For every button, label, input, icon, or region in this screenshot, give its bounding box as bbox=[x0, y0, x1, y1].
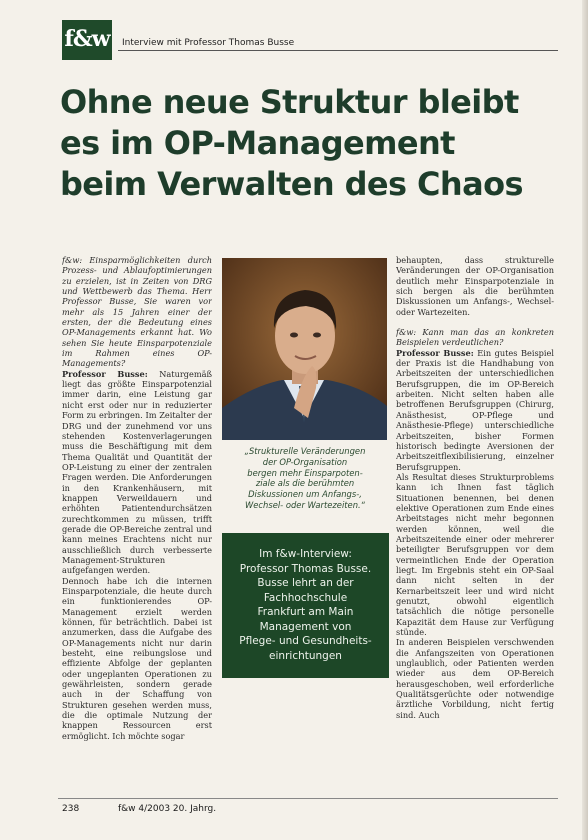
answer-text: Naturgemäß liegt das größte Einsparpotenzial immer darin, eine Leistung gar nicht erst oder nur in reduzierter Form zu erbringen. Im Zeitalter der DRG und der zunehmend vor uns stehenden Kostenverlagerungen muss die Beschäftigung mit dem Thema Qualität und Quantität der OP-Leistung zu einer der zentralen Fragen werden. Die Anforderungen in den Krankenhäusern, mit knappen Verweildauern und erhöhten Patientendurchsätzen zurechtkommen zu müssen, trifft gerade die OP-Bereiche zentral und kann meines Erachtens nicht nur ausschließlich durch verbesserte Management-Strukturen aufgefangen werden. bbox=[62, 368, 212, 576]
article-title bbox=[60, 82, 560, 205]
info-line: Frankfurt am Main bbox=[257, 606, 354, 618]
portrait-photo bbox=[222, 258, 387, 440]
quote-line: Wechsel- oder Wartezeiten.“ bbox=[244, 499, 366, 510]
quote-line: der OP-Organisation bbox=[262, 456, 348, 467]
answer-text: Als Resultat dieses Strukturproblems kann ich Ihnen fast täglich Situationen benennen, bei denen elektive Operationen zum Ende eines Arbeitstages nicht mehr begonnen werden können, weil die Arbeitszeitende einer oder mehrerer beteiligter Berufsgruppen vor dem vermeintlichen Ende der Operation liegt. Im Ergebnis steht ein OP-Saal dann nicht selten in der Kernarbeitszeit leer und wird nicht genutzt, obwohl eigentlich tatsächlich die nötige personelle Kapazität dem Hause zur Verfügung stünde. bbox=[396, 471, 554, 638]
info-line: Pflege- und Gesundheits- bbox=[239, 635, 372, 647]
scan-edge bbox=[582, 0, 588, 840]
title-line: beim Verwalten des Chaos bbox=[60, 165, 523, 203]
title-line: es im OP-Management bbox=[60, 124, 455, 162]
info-line: Professor Thomas Busse. bbox=[239, 562, 372, 575]
column-right bbox=[396, 255, 554, 783]
quote-line: bergen mehr Einsparpoten- bbox=[247, 467, 363, 478]
pull-quote bbox=[226, 446, 384, 511]
quote-line: Diskussionen um Anfangs-, bbox=[248, 489, 362, 500]
footer-rule bbox=[58, 798, 558, 799]
header-rule bbox=[118, 50, 558, 51]
paragraph-gap bbox=[396, 317, 554, 327]
speaker-label: Professor Busse: bbox=[396, 347, 474, 358]
info-box bbox=[222, 533, 389, 678]
answer-text: Dennoch habe ich die internen Einsparpotenziale, die heute durch ein funktionierendes OP-Management erzielt werden können, für beträchtlich. Dabei ist anzumerken, dass die Aufgabe des OP-Managements nicht nur darin besteht, eine reibungslose und effiziente Abfolge der geplanten oder ungeplanten Operationen zu gewährleisten, sondern gerade auch in der Schaffung von Strukturen gesehen werden muss, die die optimale Nutzung der knappen Ressourcen erst ermöglicht. Ich möchte sogar bbox=[62, 575, 212, 741]
interview-question: f&w: Einsparmöglichkeiten durch Prozess- und Ablaufoptimierungen zu erzielen, ist in Zeiten von DRG und Wettbewerb das Thema. Herr Professor Busse, Sie waren vor mehr als 15 Jahren einer der ersten, der die Bedeutung eines OP-Managements erkannt hat. Wo sehen Sie heute Einsparpotenziale im Rahmen eines OP-Managements? bbox=[62, 255, 212, 369]
magazine-logo: f&w bbox=[62, 20, 112, 60]
answer-text: In anderen Beispielen verschwenden die Anfangszeiten von Operationen unglaublich, oder Patienten werden wieder aus dem OP-Bereich herausgeschoben, weil erforderliche Qualitätsgerüchte oder notwendige ärztliche Vorbildung, nicht fertig sind. Auch bbox=[396, 637, 554, 720]
footer-issue: f&w 4/2003 20. Jahrg. bbox=[118, 804, 217, 814]
answer-text: behaupten, dass strukturelle Veränderungen der OP-Organisation deutlich mehr Einsparpotenziale in sich bergen als die berühmten Diskussionen um Anfangs-, Wechsel- oder Wartezeiten. bbox=[396, 255, 554, 317]
info-line: Management von bbox=[259, 620, 352, 633]
info-line: einrichtungen bbox=[269, 649, 342, 662]
info-line: Fachhochschule bbox=[263, 591, 348, 604]
info-box-text bbox=[222, 547, 389, 663]
column-left bbox=[62, 255, 212, 785]
speaker-label: Professor Busse: bbox=[62, 368, 148, 379]
quote-line: „Strukturelle Veränderungen bbox=[244, 446, 366, 456]
title-line: Ohne neue Struktur bleibt bbox=[60, 83, 519, 121]
info-line: Im f&w-Interview: bbox=[259, 548, 352, 560]
info-line: Busse lehrt an der bbox=[257, 577, 354, 589]
answer-text: Ein gutes Beispiel der Praxis ist die Handhabung von Arbeitszeiten der unterschiedlichen Berufsgruppen, die im OP-Bereich arbeiten. Nicht selten haben alle betroffenen Berufsgruppen (Chirurg, Anästhesist, OP-Pflege und Anästhesie-Pflege) unterschiedliche Arbeitszeiten, bisher Formen historisch bedingte Aversionen der Arbeitszeitflexibilisierung, einzelner Berufsgruppen. bbox=[396, 347, 554, 472]
quote-line: ziale als die berühmten bbox=[255, 478, 355, 489]
interview-question: f&w: Kann man das an konkreten Beispielen verdeutlichen? bbox=[396, 327, 554, 348]
page-number: 238 bbox=[62, 804, 80, 814]
header-kicker: Interview mit Professor Thomas Busse bbox=[122, 38, 295, 48]
